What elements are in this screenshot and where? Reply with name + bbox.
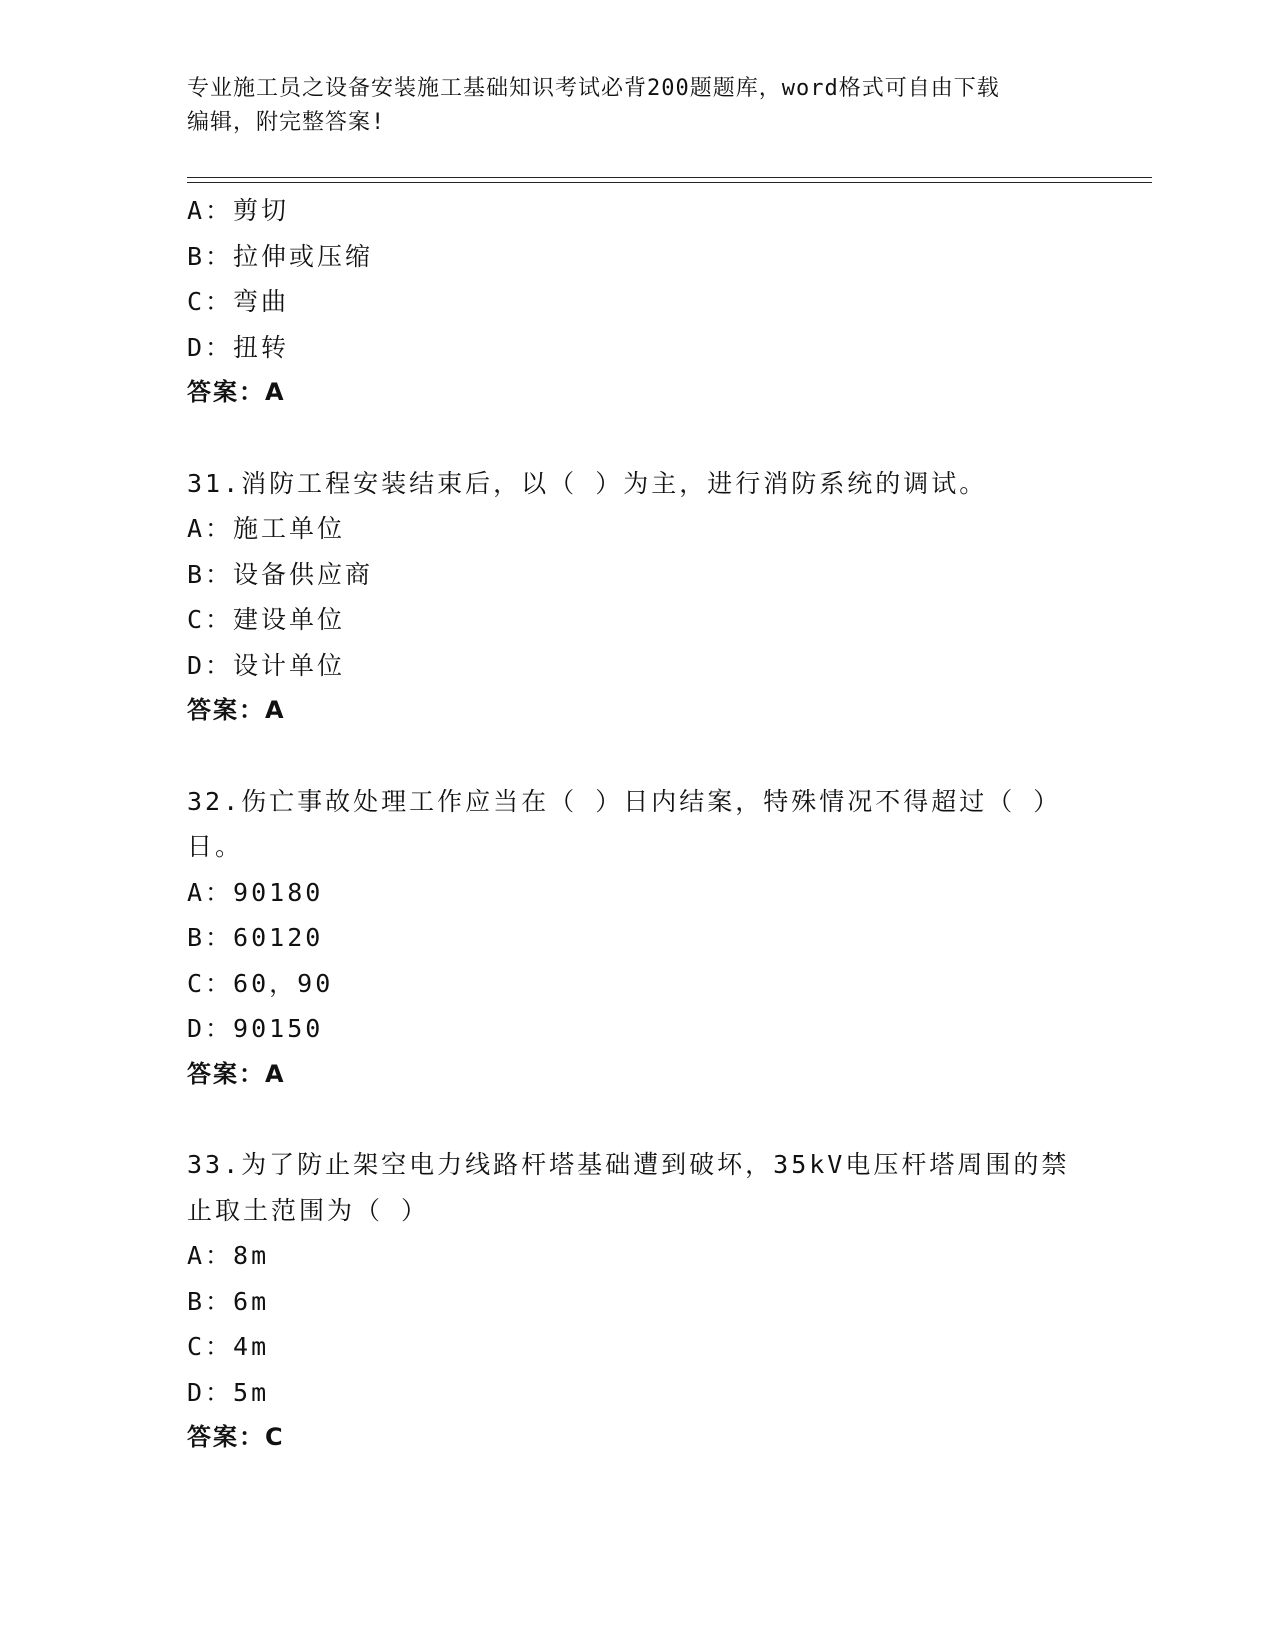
question-stem-line-2: 日。 xyxy=(187,832,244,861)
header-line-1: 专业施工员之设备安装施工基础知识考试必背200题题库，word格式可自由下载 xyxy=(187,76,1000,101)
header-divider-top xyxy=(187,177,1152,178)
option-b: B：60120 xyxy=(187,923,324,952)
option-a: A：8m xyxy=(187,1241,270,1270)
question-stem-line-2: 止取土范围为（ ） xyxy=(187,1195,430,1225)
header-line-2: 编辑，附完整答案! xyxy=(187,110,386,135)
option-d: D：设计单位 xyxy=(187,650,346,680)
option-a: A：施工单位 xyxy=(187,514,346,543)
answer-line: 答案：A xyxy=(187,1059,286,1088)
option-c: C：4m xyxy=(187,1332,270,1361)
option-d: D：扭转 xyxy=(187,332,290,362)
question-33 xyxy=(187,1142,1107,1461)
question-32 xyxy=(187,779,1107,1098)
answer-line: 答案：A xyxy=(187,378,286,406)
question-stem-line-1: 32.伤亡事故处理工作应当在（ ）日内结案，特殊情况不得超过（ ） xyxy=(187,786,1062,816)
question-list xyxy=(187,188,1107,1461)
option-d: D：5m xyxy=(187,1377,270,1407)
option-d: D：90150 xyxy=(187,1014,324,1043)
option-c: C：建设单位 xyxy=(187,605,346,634)
option-a: A：剪切 xyxy=(187,196,290,225)
question-31 xyxy=(187,461,1107,734)
header-divider-bottom xyxy=(187,182,1152,183)
option-c: C：60，90 xyxy=(187,968,334,998)
question-stem: 31.消防工程安装结束后，以（ ）为主，进行消防系统的调试。 xyxy=(187,468,988,498)
option-b: B：6m xyxy=(187,1286,270,1316)
option-b: B：拉伸或压缩 xyxy=(187,241,374,271)
question-30 xyxy=(187,188,1107,416)
option-b: B：设备供应商 xyxy=(187,559,374,589)
answer-line: 答案：C xyxy=(187,1423,285,1451)
document-header xyxy=(187,72,1087,140)
answer-line: 答案：A xyxy=(187,696,286,724)
question-stem-line-1: 33.为了防止架空电力线路杆塔基础遭到破坏，35kV电压杆塔周围的禁 xyxy=(187,1150,1070,1179)
option-c: C：弯曲 xyxy=(187,287,290,316)
option-a: A：90180 xyxy=(187,877,324,907)
